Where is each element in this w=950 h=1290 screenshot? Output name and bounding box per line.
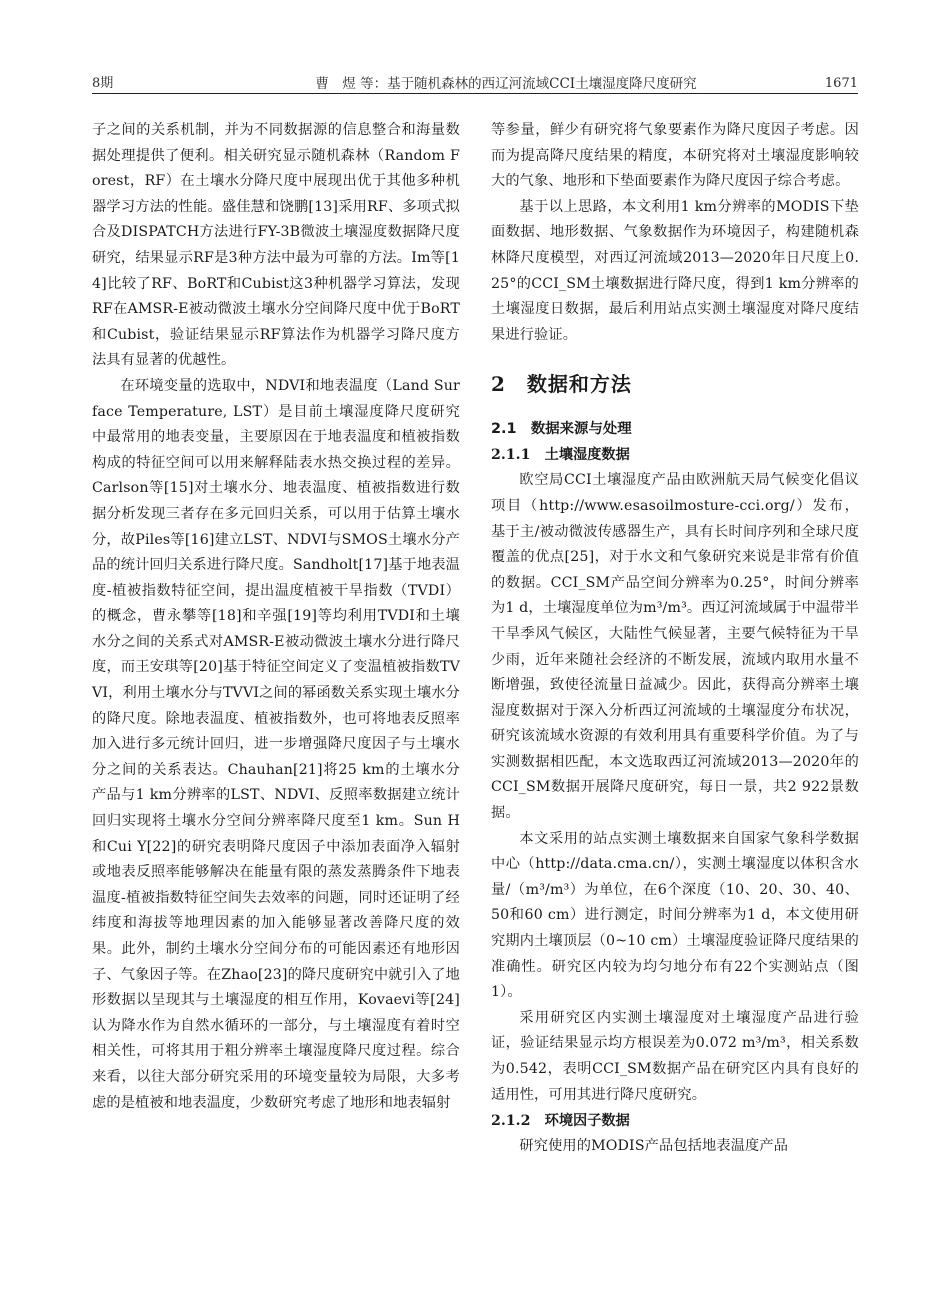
issue-number: 8期: [92, 76, 114, 91]
right-paragraph-5: 采用研究区内实测土壤湿度对土壤湿度产品进行验证，验证结果显示均方根误差为0.072 m³/m³，相关系数为0.542，表明CCI_SM数据产品在研究区内具有良好的适用性，可用其进行降尺度研究。: [491, 1009, 859, 1103]
subsection-title-2-1-1: 2.1.1 土壤湿度数据: [491, 447, 630, 464]
right-paragraph-1: 等参量，鲜少有研究将气象要素作为降尺度因子考虑。因而为提高降尺度结果的精度，本研究将对土壤湿度影响较大的气象、地形和下垫面要素作为降尺度因子综合考虑。: [491, 122, 859, 190]
right-paragraph-4: 本文采用的站点实测土壤数据来自国家气象科学数据中心（http://data.cma.cn/），实测土壤湿度以体积含水量/（m³/m³）为单位，在6个深度（10、20、30、40、50和60 cm）进行测定，时间分辨率为1 d，本文使用研究期内土壤顶层（0~10 cm）土壤湿度验证降尺度结果的准确性。研究区内较为均匀地分布有22个实测站点（图1）。: [491, 830, 859, 1001]
page-header: [92, 66, 858, 94]
right-paragraph-6: 研究使用的MODIS产品包括地表温度产品: [519, 1138, 789, 1155]
running-title: 曹 煜 等：基于随机森林的西辽河流域CCI土壤湿度降尺度研究: [315, 76, 697, 92]
left-paragraph-1: 子之间的关系机制，并为不同数据源的信息整合和海量数据处理提供了便利。相关研究显示随机森林（Random Forest，RF）在土壤水分降尺度中展现出优于其他多种机器学习方法的性能。盛佳慧和饶鹏[13]采用RF、多项式拟合及DISPATCH方法进行FY-3B微波土壤湿度数据降尺度研究，结果显示RF是3种方法中最为可靠的方法。Im等[14]比较了RF、BoRT和Cubist这3种机器学习算法，发现RF在AMSR-E被动微波土壤水分空间降尺度中优于BoRT和Cubist，验证结果显示RF算法作为机器学习降尺度方法具有显著的优越性。: [92, 122, 460, 369]
left-column: [92, 118, 460, 1116]
right-paragraph-2: 基于以上思路，本文利用1 km分辨率的MODIS下垫面数据、地形数据、气象数据作为环境因子，构建随机森林降尺度模型，对西辽河流域2013—2020年日尺度上0.25°的CCI_SM土壤数据进行降尺度，得到1 km分辨率的土壤湿度日数据，最后利用站点实测土壤湿度对降尺度结果进行验证。: [491, 198, 859, 343]
page-number: 1671: [824, 76, 858, 91]
right-paragraph-3: 欧空局CCI土壤湿度产品由欧洲航天局气候变化倡议项目（http://www.esasoilmosture-cci.org/）发布，基于主/被动微波传感器生产，具有长时间序列和全球尺度覆盖的优点[25]，对于水文和气象研究来说是非常有价值的数据。CCI_SM产品空间分辨率为0.25°，时间分辨率为1 d，土壤湿度单位为m³/m³。西辽河流域属于中温带半干旱季风气候区，大陆性气候显著，主要气候特征为干旱少雨，近年来随社会经济的不断发展，流域内取用水量不断增强，致使径流量日益减少。因此，获得高分辨率土壤湿度数据对于深入分析西辽河流域的土壤湿度分布状况，研究该流域水资源的有效利用具有重要科学价值。为了与实测数据相匹配，本文选取西辽河流域2013—2020年的CCI_SM数据开展降尺度研究，每日一景，共2 922景数据。: [491, 472, 859, 822]
header-rule: [92, 93, 858, 94]
right-column: [491, 118, 859, 1160]
section-title-2: 2 数据和方法: [491, 372, 632, 397]
subsection-title-2-1-2: 2.1.2 环境因子数据: [491, 1113, 630, 1130]
left-paragraph-2: 在环境变量的选取中，NDVI和地表温度（Land Surface Temperature, LST）是目前土壤湿度降尺度研究中最常用的地表变量，主要原因在于地表温度和植被指数构成的特征空间可以用来解释陆表水热交换过程的差异。Carlson等[15]对土壤水分、地表温度、植被指数进行数据分析发现三者存在多元回归关系，可以用于估算土壤水分，故Piles等[16]建立LST、NDVI与SMOS土壤水分产品的统计回归关系进行降尺度。Sandholt[17]基于地表温度-植被指数特征空间，提出温度植被干旱指数（TVDI）的概念，曹永攀等[18]和辛强[19]等均利用TVDI和土壤水分之间的关系式对AMSR-E被动微波土壤水分进行降尺度，而王安琪等[20]基于特征空间定义了变温植被指数TVVI，利用土壤水分与TVVI之间的幂函数关系实现土壤水分的降尺度。除地表温度、植被指数外，也可将地表反照率加入进行多元统计回归，进一步增强降尺度因子与土壤水分之间的关系表达。Chauhan[21]将25 km的土壤水分产品与1 km分辨率的LST、NDVI、反照率数据建立统计回归实现将土壤水分空间分辨率降尺度至1 km。Sun H和Cui Y[22]的研究表明降尺度因子中添加表面净入辐射或地表反照率能够解决在能量有限的蒸发蒸腾条件下地表温度-植被指数特征空间失去效率的问题，同时还证明了经纬度和海拔等地理因素的加入能够显著改善降尺度的效果。此外，制约土壤水分空间分布的可能因素还有地形因子、气象因子等。在Zhao[23]的降尺度研究中就引入了地形数据以呈现其与土壤湿度的相互作用，Kovaevi等[24]认为降水作为自然水循环的一部分，与土壤湿度有着时空相关性，可将其用于粗分辨率土壤湿度降尺度过程。综合来看，以往大部分研究采用的环境变量较为局限，大多考虑的是植被和地表温度，少数研究考虑了地形和地表辐射: [92, 377, 460, 1111]
subsection-title-2-1: 2.1 数据来源与处理: [491, 421, 632, 438]
